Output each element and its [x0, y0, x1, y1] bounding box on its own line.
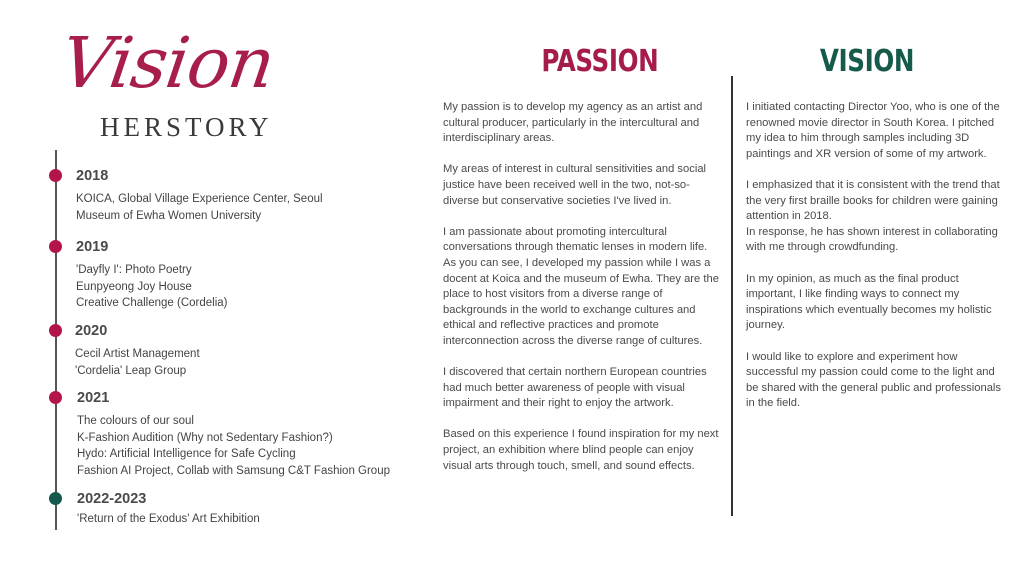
timeline-entry-line: 'Return of the Exodus' Art Exhibition — [77, 513, 260, 525]
timeline-entry-line: 'Cordelia' Leap Group — [75, 364, 187, 377]
timeline-dot-2018 — [49, 169, 62, 182]
vision-heading: VISION — [819, 44, 915, 79]
timeline-year: 2019 — [76, 239, 109, 255]
passion-paragraph: I am passionate about promoting intercultural conversations through thematic lenses in modern life. As you can see, I developed my passion while I was a docent at Koica and the museum of Ewha. They are the place to host visitors from a diverse range of backgrounds in the world to exchange cultures and ethical and reflective practices and promote interconnection across the diverse range of cultures. — [443, 225, 719, 347]
timeline-dot-2021 — [49, 391, 62, 404]
passion-paragraph: My areas of interest in cultural sensitivities and social justice have been received well in the two, not-so-diverse but conservative societies I've lived in. — [443, 163, 707, 207]
timeline-entry-line: The colours of our soul — [77, 415, 194, 427]
vision-body — [746, 100, 1008, 412]
timeline-year: 2021 — [77, 390, 110, 406]
timeline-entry-line: 'Dayfly I': Photo Poetry — [76, 264, 192, 276]
timeline-dot-2019 — [49, 240, 62, 253]
vision-paragraph: I would like to explore and experiment how successful my passion could come to the light and be shared with the general public and professionals in the field. — [746, 350, 1001, 410]
timeline-entry-line: K-Fashion Audition (Why not Sedentary Fashion?) — [77, 431, 333, 444]
logo-subtitle: HERSTORY — [100, 112, 273, 142]
timeline-entry-line: Fashion AI Project, Collab with Samsung C&T Fashion Group — [77, 464, 390, 477]
timeline-entry-line: KOICA, Global Village Experience Center, Seoul — [76, 193, 323, 205]
timeline-year: 2018 — [76, 168, 109, 184]
logo — [56, 22, 302, 148]
timeline-entry — [75, 346, 200, 379]
passion-paragraph: My passion is to develop my agency as an artist and cultural producer, particularly in the intercultural and interdisciplinary areas. — [443, 101, 703, 145]
timeline-entry — [76, 262, 228, 312]
vision-paragraph: I initiated contacting Director Yoo, who is one of the renowned movie director in South Korea. I pitched my idea to him through samples including 3D paintings and XR version of some of my artwork. — [746, 101, 1000, 160]
vision-paragraph: In my opinion, as much as the final product important, I like finding ways to connect my inspirations which eventually becomes my holistic journey. — [746, 272, 992, 332]
timeline-entry — [77, 413, 390, 479]
passion-heading: PASSION — [541, 44, 659, 79]
timeline-entry — [76, 191, 323, 224]
vision-paragraph: I emphasized that it is consistent with the trend that the very first braille books for children were gaining attention in 2018. In response, he has shown interest in collaborating with me through crowdfunding. — [746, 178, 1000, 254]
timeline-entry-line: Museum of Ewha Women University — [76, 209, 262, 222]
timeline-entry-line: Eunpyeong Joy House — [76, 280, 192, 293]
passion-body — [443, 100, 723, 474]
timeline-year: 2020 — [75, 323, 108, 339]
column-divider — [731, 76, 733, 516]
timeline-year: 2022-2023 — [77, 491, 147, 507]
timeline-dot-2020 — [49, 324, 62, 337]
timeline-entry-line: Cecil Artist Management — [75, 348, 200, 360]
passion-paragraph: Based on this experience I found inspiration for my next project, an exhibition where blind people can enjoy visual arts through touch, smell, and sound effects. — [443, 428, 719, 472]
timeline-dot-2022-2023 — [49, 492, 62, 505]
passion-paragraph: I discovered that certain northern European countries had much better awareness of people with visual impairment and their right to enjoy the artwork. — [443, 366, 707, 410]
timeline-entry-line: Creative Challenge (Cordelia) — [76, 297, 228, 309]
timeline-entry — [77, 511, 260, 528]
timeline-entry-line: Hydo: Artificial Intelligence for Safe Cycling — [77, 448, 296, 460]
logo-script-text: Vision — [56, 22, 280, 104]
timeline-line — [55, 150, 57, 530]
